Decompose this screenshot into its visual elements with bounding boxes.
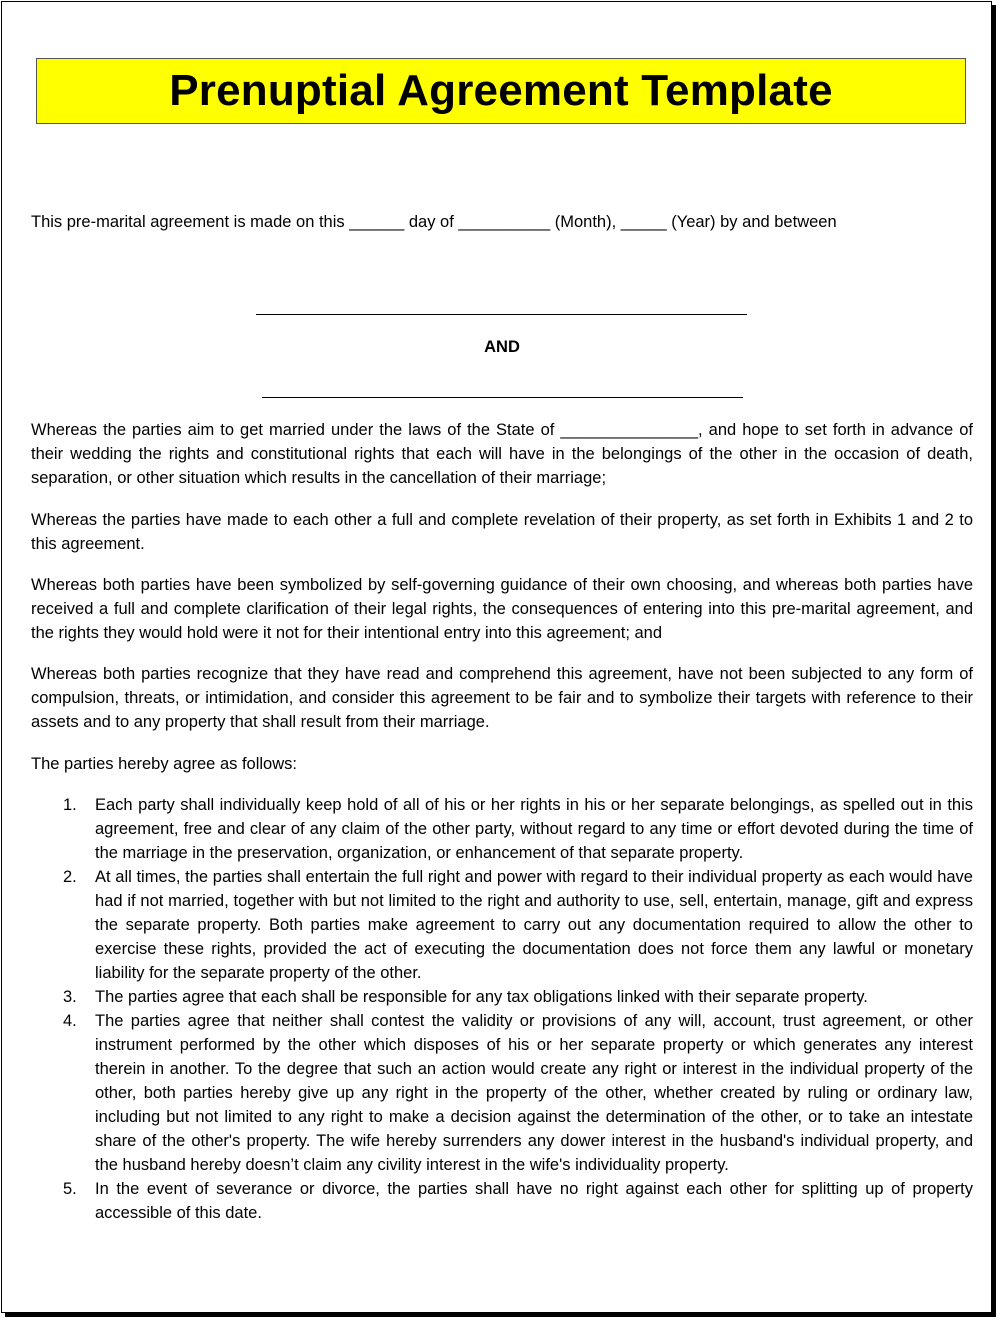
clause-item <box>31 793 973 865</box>
and-separator: AND <box>484 338 520 356</box>
clause-number: 1. <box>63 796 77 814</box>
clause-number: 4. <box>63 1012 77 1030</box>
clause-item <box>31 1009 973 1177</box>
clause-number: 5. <box>63 1180 77 1198</box>
agreement-intro: The parties hereby agree as follows: <box>31 755 297 773</box>
whereas-paragraph-4: Whereas both parties recognize that they have read and comprehend this agreement, have not been subjected to any form of compulsion, threats, or intimidation, and consider this agreement to be fair and to symbolize their targets with reference to their assets and to any property that shall result from their marriage. <box>31 665 973 731</box>
clause-number: 2. <box>63 868 77 886</box>
clause-item <box>31 985 973 1009</box>
title-banner <box>36 58 966 124</box>
clause-number: 3. <box>63 988 77 1006</box>
whereas-paragraph-2: Whereas the parties have made to each other a full and complete revelation of their property, as set forth in Exhibits 1 and 2 to this agreement. <box>31 511 973 553</box>
clause-list <box>31 793 973 1225</box>
party-one-signature-line <box>256 314 747 315</box>
whereas-paragraph-1: Whereas the parties aim to get married under the laws of the State of _______________, and hope to set forth in advance of their wedding the rights and constitutional rights that each will have in the belongings of the other in the occasion of death, separation, or other situation which results in the cancellation of their marriage; <box>31 421 973 487</box>
intro-paragraph: This pre-marital agreement is made on this ______ day of __________ (Month), _____ (Year) by and between <box>31 213 837 231</box>
clause-text: The parties agree that neither shall contest the validity or provisions of any will, account, trust agreement, or other instrument performed by the other which disposes of his or her separate property or which generates any interest therein in another. To the degree that such an action would create any right or interest in the individual property of the other, both parties hereby give up any right in the property of the other, whether created by ruling or ordinary law, including but not limited to any right to make a decision against the determination of the other, or to take an intestate share of the other's property. The wife hereby surrenders any dower interest in the husband's individual property, and the husband hereby doesn’t claim any civility interest in the wife's individuality property. <box>95 1012 973 1174</box>
party-two-signature-line <box>262 397 743 398</box>
clause-text: The parties agree that each shall be responsible for any tax obligations linked with their separate property. <box>95 988 868 1006</box>
clause-item <box>31 865 973 985</box>
whereas-paragraph-3: Whereas both parties have been symbolized by self-governing guidance of their own choosing, and whereas both parties have received a full and complete clarification of their legal rights, the consequences of entering into this pre-marital agreement, and the rights they would hold were it not for their intentional entry into this agreement; and <box>31 576 973 642</box>
document-title: Prenuptial Agreement Template <box>169 66 833 115</box>
document-page <box>1 1 992 1313</box>
clause-text: At all times, the parties shall entertain the full right and power with regard to their individual property as each would have had if not married, together with but not limited to the right and authority to use, sell, entertain, manage, gift and express the separate property. Both parties make agreement to carry out any documentation required to allow the other to exercise these rights, provided the act of executing the documentation does not force them any lawful or monetary liability for the separate property of the other. <box>95 868 973 982</box>
clause-item <box>31 1177 973 1225</box>
clause-text: In the event of severance or divorce, the parties shall have no right against each other for splitting up of property accessible of this date. <box>95 1180 973 1222</box>
clause-text: Each party shall individually keep hold of all of his or her rights in his or her separate belongings, as spelled out in this agreement, free and clear of any claim of the other party, without regard to any time or effort devoted during the time of the marriage in the preservation, organization, or enhancement of that separate property. <box>95 796 973 862</box>
